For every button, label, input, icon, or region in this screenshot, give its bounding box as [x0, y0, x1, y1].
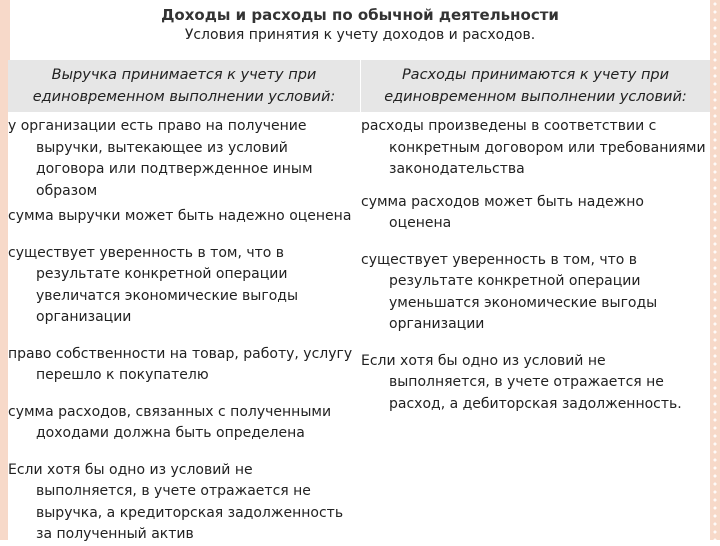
- revenue-column: [8, 60, 361, 546]
- expense-condition-benefit: существует уверенность в том, что в результате конкретной операции уменьшатся экономические выгоды организации: [361, 251, 658, 332]
- revenue-note: Если хотя бы одно из условий не выполняется, в учете отражается не выручка, а кредиторская задолженность за полученный актив: [8, 461, 344, 542]
- right-decor-dots: [710, 0, 720, 540]
- revenue-header: Выручка принимается к учету при единовременном выполнении условий:: [8, 60, 361, 112]
- expense-condition-contract: расходы произведены в соответствии с конкретным договором или требованиями законодательства: [361, 118, 706, 177]
- page-subtitle: Условия принятия к учету доходов и расходов.: [184, 27, 536, 43]
- expense-header: Расходы принимаются к учету при единовременном выполнении условий:: [361, 60, 710, 112]
- expense-condition-estimate: сумма расходов может быть надежно оценена: [361, 193, 644, 231]
- page-title: Доходы и расходы по обычной деятельности: [161, 6, 559, 24]
- expense-column: [361, 60, 710, 415]
- expense-note: Если хотя бы одно из условий не выполняется, в учете отражается не расход, а дебиторская задолженность.: [361, 352, 682, 412]
- revenue-condition-right: у организации есть право на получение выручки, вытекающее из условий договора или подтвержденное иным образом: [8, 118, 313, 199]
- revenue-condition-ownership: право собственности на товар, работу, услугу перешло к покупателю: [8, 345, 353, 383]
- revenue-condition-estimate: сумма выручки может быть надежно оценена: [8, 208, 352, 224]
- revenue-condition-benefit: существует уверенность в том, что в результате конкретной операции увеличатся экономические выгоды организации: [8, 244, 299, 325]
- revenue-condition-expenses: сумма расходов, связанных с полученными доходами должна быть определена: [8, 403, 332, 441]
